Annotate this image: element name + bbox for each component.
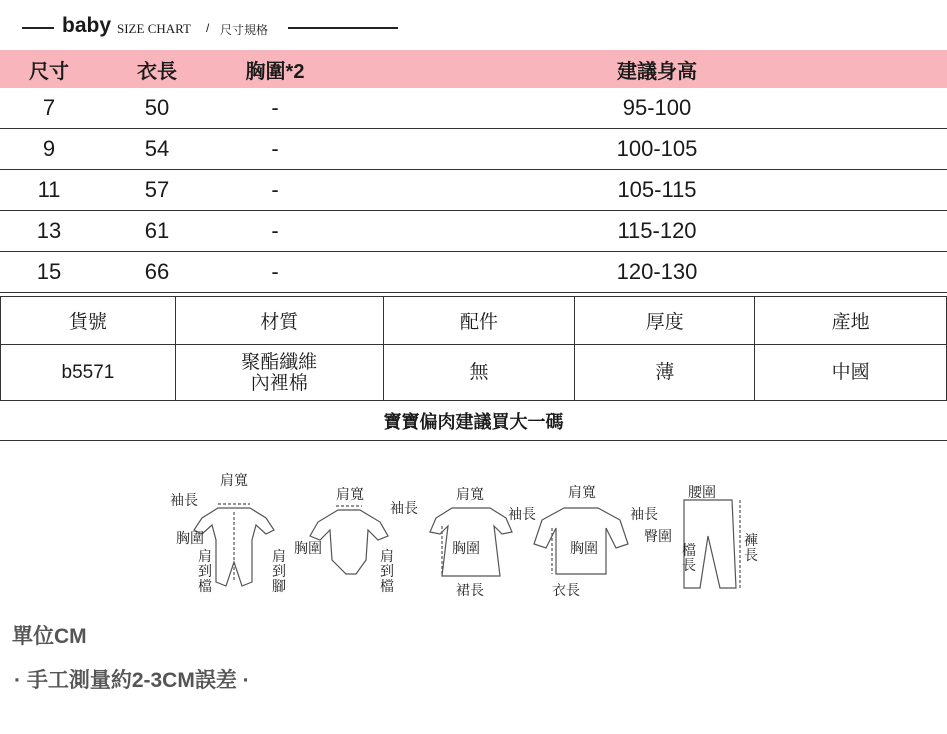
label-chest-3: 胸圍 <box>452 542 480 557</box>
product-info-table <box>0 296 947 401</box>
info-thickness: 薄 <box>575 345 755 401</box>
cell-height: 95-100 <box>622 95 692 120</box>
info-header-material: 材質 <box>175 297 383 345</box>
header-height: 建議身高 <box>617 60 697 83</box>
info-value-row <box>1 345 947 401</box>
info-header-row <box>1 297 947 345</box>
cell-chest: - <box>271 259 279 284</box>
info-header-thickness: 厚度 <box>575 297 755 345</box>
cell-length: 54 <box>144 136 170 161</box>
label-shoulder-1: 肩寬 <box>220 474 248 489</box>
label-crotch: 檔長 <box>682 544 696 574</box>
info-header-sku: 貨號 <box>1 297 176 345</box>
header-chest: 胸圍*2 <box>245 60 305 83</box>
info-sku: b5571 <box>1 345 176 401</box>
cell-size: 13 <box>36 218 62 243</box>
cell-length: 50 <box>144 95 170 120</box>
cell-chest: - <box>271 136 279 161</box>
info-header-accessory: 配件 <box>383 297 575 345</box>
cell-chest: - <box>271 218 279 243</box>
material-line-1: 聚酯纖維 <box>241 351 318 373</box>
table-row <box>0 252 947 293</box>
info-material <box>175 345 383 401</box>
label-skirt: 裙長 <box>456 584 484 599</box>
cell-height: 120-130 <box>616 259 698 284</box>
label-waist: 腰圍 <box>688 486 716 501</box>
size-chart-subtitle-zh: 尺寸規格 <box>220 23 269 37</box>
info-origin: 中國 <box>755 345 947 401</box>
label-sleeve-4: 袖長 <box>630 508 658 523</box>
table-row <box>0 211 947 252</box>
label-sleeve-2: 袖長 <box>390 502 418 517</box>
size-table-header <box>0 50 947 88</box>
label-shoulder-foot: 肩到腳 <box>272 550 286 595</box>
header-size: 尺寸 <box>29 60 69 83</box>
label-sleeve-3: 袖長 <box>508 508 536 523</box>
label-chest-4: 胸圍 <box>570 542 598 557</box>
measurement-note: · 手工測量約2-3CM誤差 · <box>14 669 250 692</box>
cell-height: 105-115 <box>617 177 697 202</box>
chart-header <box>0 12 947 42</box>
label-shoulder-4: 肩寬 <box>568 486 596 501</box>
cell-length: 66 <box>144 259 170 284</box>
info-accessory: 無 <box>383 345 575 401</box>
label-chest-1: 胸圍 <box>176 532 204 547</box>
size-advice: 寶寶偏肉建議買大一碼 <box>0 402 947 441</box>
label-shoulder-crotch-2: 肩到檔 <box>380 550 394 595</box>
cell-chest: - <box>271 95 279 120</box>
material-line-2: 內裡棉 <box>250 372 308 394</box>
subtitle-separator: / <box>206 21 210 35</box>
cell-size: 15 <box>36 259 62 284</box>
shirt-outline <box>534 508 628 574</box>
cell-size: 9 <box>42 136 56 161</box>
header-rule-right <box>288 27 398 29</box>
table-row <box>0 170 947 211</box>
cell-size: 7 <box>42 95 56 120</box>
cell-size: 11 <box>37 177 61 202</box>
header-length: 衣長 <box>137 60 177 83</box>
cell-length: 57 <box>144 177 170 202</box>
cell-length: 61 <box>144 218 170 243</box>
unit-label: 單位CM <box>12 625 87 648</box>
label-shoulder-2: 肩寬 <box>336 488 364 503</box>
size-table <box>0 50 947 293</box>
info-header-origin: 產地 <box>755 297 947 345</box>
cell-height: 100-105 <box>616 136 698 161</box>
label-sleeve-1: 袖長 <box>170 494 198 509</box>
cell-height: 115-120 <box>617 218 697 243</box>
brand-label: baby <box>62 14 112 37</box>
size-chart-subtitle: SIZE CHART <box>117 21 191 36</box>
label-hip: 臀圍 <box>644 530 672 545</box>
label-length: 衣長 <box>552 584 580 599</box>
table-row <box>0 129 947 170</box>
label-chest-2: 胸圍 <box>294 542 322 557</box>
label-shoulder-3: 肩寬 <box>456 488 484 503</box>
label-shoulder-crotch-1: 肩到檔 <box>198 550 212 595</box>
cell-chest: - <box>271 177 279 202</box>
header-rule-left <box>22 27 54 29</box>
label-pants: 褲長 <box>744 534 758 564</box>
measurement-diagram <box>160 470 770 610</box>
table-row <box>0 88 947 129</box>
